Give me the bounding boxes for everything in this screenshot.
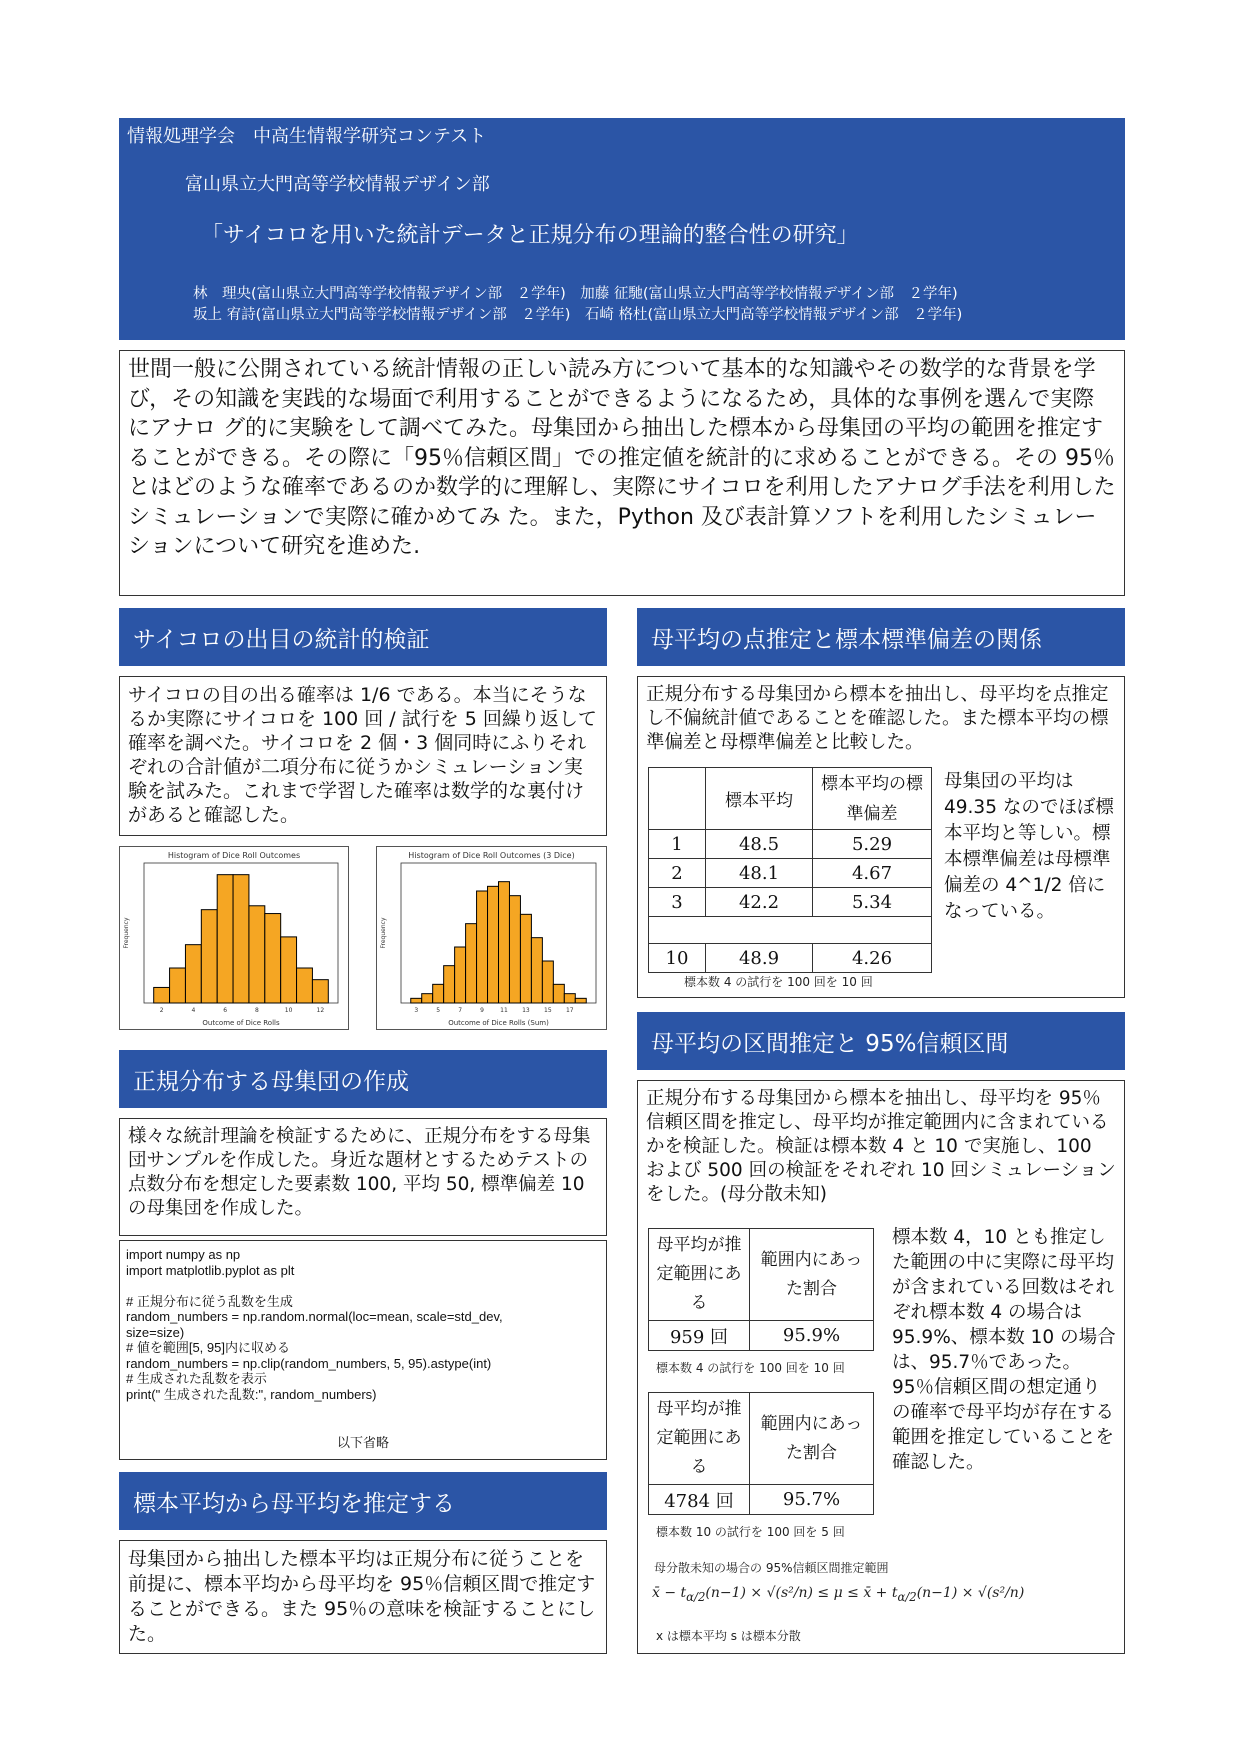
x-tick-label: 12: [316, 1007, 325, 1014]
histogram-bar: [520, 914, 531, 1003]
point-row-gap: [649, 917, 932, 944]
point-table-corner: [649, 768, 706, 830]
histogram-bar: [170, 968, 186, 1003]
ci-formula: x̄ − $t_{\alpha/2}(n-1) \times √(s^2/n) \le \mu$ ≤ x̄ + $t_{\alpha/2}(n-1) \times √(s^2/n)$: [652, 1585, 1025, 1604]
histogram-bar: [499, 882, 510, 1003]
authors-line-1: 林 理央(富山県立大門高等学校情報デザイン部 ２学年) 加藤 征馳(富山県立大門高等学校情報デザイン部 ２学年): [193, 286, 958, 302]
interval-text: 正規分布する母集団から標本を抽出し、母平均を 95％信頼区間を推定し、母平均が推定範囲内に含まれているかを検証した。検証は標本数 4 と 10 で実施し、100 および 500 回の検証をそれぞれ 10 回シミュレーションをした。(母分散未知): [646, 1088, 1116, 1205]
histogram-title: Histogram of Dice Roll Outcomes (3 Dice): [408, 851, 575, 860]
point-row-id: 2: [649, 859, 706, 888]
code-omitted-note: 以下省略: [336, 1436, 389, 1451]
x-tick-label: 7: [458, 1007, 463, 1014]
histogram-bar: [185, 945, 201, 1003]
section-heading-dice: サイコロの出目の統計的検証: [119, 608, 607, 666]
histogram-bar: [455, 947, 466, 1003]
code-listing: import numpy as np import matplotlib.pyplot as plt # 正規分布に従う乱数を生成 random_numbers = np.random.normal(loc=mean, scale=std_dev, size=size) # 値を範囲[5, 95]内に収める random_numbers = np.clip(random_numbers, 5, 95).astype(int) # 生成された乱数を表示 print(" 生成された乱数:", random_numbers): [126, 1247, 503, 1402]
x-tick-label: 15: [544, 1007, 552, 1014]
histogram-bar: [509, 896, 520, 1003]
header-banner: [119, 118, 1125, 340]
point-row-sd: 5.34: [813, 888, 932, 917]
x-tick-label: 5: [436, 1007, 441, 1014]
interval-box: [637, 1080, 1125, 1654]
histogram-bar: [564, 994, 575, 1003]
x-tick-label: 11: [500, 1007, 508, 1014]
sample-text: 母集団から抽出した標本平均は正規分布に従うことを前提に、標本平均から母平均を 95％信頼区間で推定することができる。また 95％の意味を検証することにした。: [119, 1540, 607, 1654]
x-tick-label: 8: [254, 1007, 259, 1014]
interval-t1-caption: 標本数 4 の試行を 100 回を 10 回: [656, 1361, 845, 1375]
histogram-bar: [531, 938, 542, 1003]
point-row-id: 10: [649, 944, 706, 973]
x-tick-label: 13: [522, 1007, 530, 1014]
dice-text: サイコロの目の出る確率は 1/6 である。本当にそうなるか実際にサイコロを 100 回 / 試行を 5 回繰り返して確率を調べた。サイコロを 2 個・3 個同時にふりそれぞれの合計値が二項分布に従うかシミュレーション実験を試みた。これまで学習した確率は数学的な裏付けがあると確認した。: [119, 676, 607, 836]
interval-t2-header-ratio: 範囲内にあった割合: [750, 1393, 874, 1485]
histogram-bar: [154, 987, 170, 1003]
histogram-bar: [281, 937, 297, 1003]
point-row-id: 1: [649, 830, 706, 859]
histogram-bar: [422, 994, 433, 1003]
point-side-text: 母集団の平均は 49.35 なのでほぼ標本平均と等しい。標本標準偏差は母標準偏差の 4^1/2 倍になっている。: [944, 771, 1114, 922]
point-text: 正規分布する母集団から標本を抽出し、母平均を点推定し不偏統計値であることを確認した。また標本平均の標準偏差と母標準偏差と比較した。: [646, 684, 1109, 753]
histogram-bar: [312, 980, 328, 1003]
histogram-bar: [249, 906, 265, 1003]
interval-t2-header-count: 母平均が推定範囲にある: [649, 1393, 750, 1485]
point-table: [648, 767, 932, 973]
histogram-bar: [217, 875, 233, 1003]
section-heading-normal: 正規分布する母集団の作成: [119, 1050, 607, 1108]
point-row-mean: 48.5: [706, 830, 813, 859]
interval-t2-caption: 標本数 10 の試行を 100 回を 5 回: [656, 1525, 845, 1539]
x-tick-label: 4: [191, 1007, 196, 1014]
abstract-text: 世間一般に公開されている統計情報の正しい読み方について基本的な知識やその数学的な背景を学び，その知識を実践的な場面で利用することができるようになるため，具体的な事例を選んで実際にアナロ グ的に実験をして調べてみた。母集団から抽出した標本から母集団の平均の範囲を推定することができる。その際に「95％信頼区間」での推定値を統計的に求めることができる。その 95％とはどのような確率であるのか数学的に理解し、実際にサイコロを利用したアナログ手法を利用したシミュレーションで実際に確かめてみ た。また，Python 及び表計算ソフトを利用したシミュレー ションについて研究を進めた.: [128, 357, 1116, 559]
section-heading-point: 母平均の点推定と標本標準偏差の関係: [637, 608, 1125, 666]
y-axis-label: Frequency: [123, 917, 130, 949]
histogram-bar: [477, 891, 488, 1003]
interval-t1-header-ratio: 範囲内にあった割合: [750, 1229, 874, 1321]
histogram-bar: [297, 968, 313, 1003]
formula-title: 母分散未知の場合の 95%信頼区間推定範囲: [654, 1561, 889, 1575]
histogram-bar: [488, 886, 499, 1003]
histogram-bar: [411, 998, 422, 1003]
histogram-bar: [542, 961, 553, 1003]
point-row-mean: 42.2: [706, 888, 813, 917]
histogram-bar: [433, 984, 444, 1003]
code-box: [119, 1240, 607, 1460]
point-table-header-sd: 標本平均の標準偏差: [813, 768, 932, 830]
point-row-mean: 48.1: [706, 859, 813, 888]
x-axis-label: Outcome of Dice Rolls (Sum): [448, 1019, 549, 1027]
point-table-caption: 標本数 4 の試行を 100 回を 10 回: [684, 975, 873, 989]
interval-t2-ratio: 95.7%: [750, 1485, 874, 1515]
normal-text: 様々な統計理論を検証するために、正規分布をする母集団サンプルを作成した。身近な題材とするためテストの点数分布を想定した要素数 100, 平均 50, 標準偏差 10 の母集団を作成した。: [119, 1118, 607, 1236]
x-tick-label: 10: [284, 1007, 293, 1014]
school-name: 富山県立大門高等学校情報デザイン部: [185, 174, 490, 195]
paper-title: 「サイコロを用いた統計データと正規分布の理論的整合性の研究」: [201, 223, 859, 248]
histogram-bar: [233, 875, 249, 1003]
section-heading-sample: 標本平均から母平均を推定する: [119, 1472, 607, 1530]
org-name: 情報処理学会 中高生情報学研究コンテスト: [127, 126, 487, 147]
histogram-2dice: [119, 846, 349, 1030]
interval-t1-header-count: 母平均が推定範囲にある: [649, 1229, 750, 1321]
x-tick-label: 17: [565, 1007, 574, 1014]
section-heading-interval: 母平均の区間推定と 95%信頼区間: [637, 1012, 1125, 1070]
interval-t2-count: 4784 回: [649, 1485, 750, 1515]
interval-t1-ratio: 95.9%: [750, 1321, 874, 1351]
x-tick-label: 6: [223, 1007, 228, 1014]
point-row-sd: 4.67: [813, 859, 932, 888]
point-table-header-mean: 標本平均: [706, 768, 813, 830]
authors-line-2: 坂上 宥詩(富山県立大門高等学校情報デザイン部 ２学年) 石崎 格杜(富山県立大門高等学校情報デザイン部 ２学年): [193, 307, 963, 323]
x-tick-label: 3: [414, 1007, 419, 1014]
interval-t1-count: 959 回: [649, 1321, 750, 1351]
point-box: [637, 676, 1125, 998]
interval-side-text: 標本数 4，10 とも推定した範囲の中に実際に母平均が含まれている回数はそれぞれ標本数 4 の場合は 95.9%、標本数 10 の場合は、95.7％であった。95％信頼区間の想定通りの確率で母平均が存在する範囲を推定していることを確認した。: [892, 1227, 1116, 1473]
x-tick-label: 9: [480, 1007, 484, 1014]
histogram-3dice: [376, 846, 607, 1030]
point-row-sd: 5.29: [813, 830, 932, 859]
point-row-mean: 48.9: [706, 944, 813, 973]
histogram-bar: [466, 924, 477, 1003]
x-tick-label: 2: [159, 1007, 164, 1014]
histogram-bar: [201, 910, 217, 1003]
histogram-title: Histogram of Dice Roll Outcomes: [167, 851, 301, 860]
histogram-bar: [553, 984, 564, 1003]
point-row-id: 3: [649, 888, 706, 917]
interval-table-2: [648, 1392, 874, 1515]
interval-table-1: [648, 1228, 874, 1351]
x-axis-label: Outcome of Dice Rolls: [202, 1019, 280, 1027]
histogram-bar: [444, 966, 455, 1003]
formula-note: x は標本平均 s は標本分散: [656, 1629, 801, 1643]
histogram-bar: [265, 914, 281, 1003]
y-axis-label: Frequency: [380, 917, 387, 949]
point-row-sd: 4.26: [813, 944, 932, 973]
histogram-bar: [575, 998, 586, 1003]
abstract-box: [119, 350, 1125, 596]
